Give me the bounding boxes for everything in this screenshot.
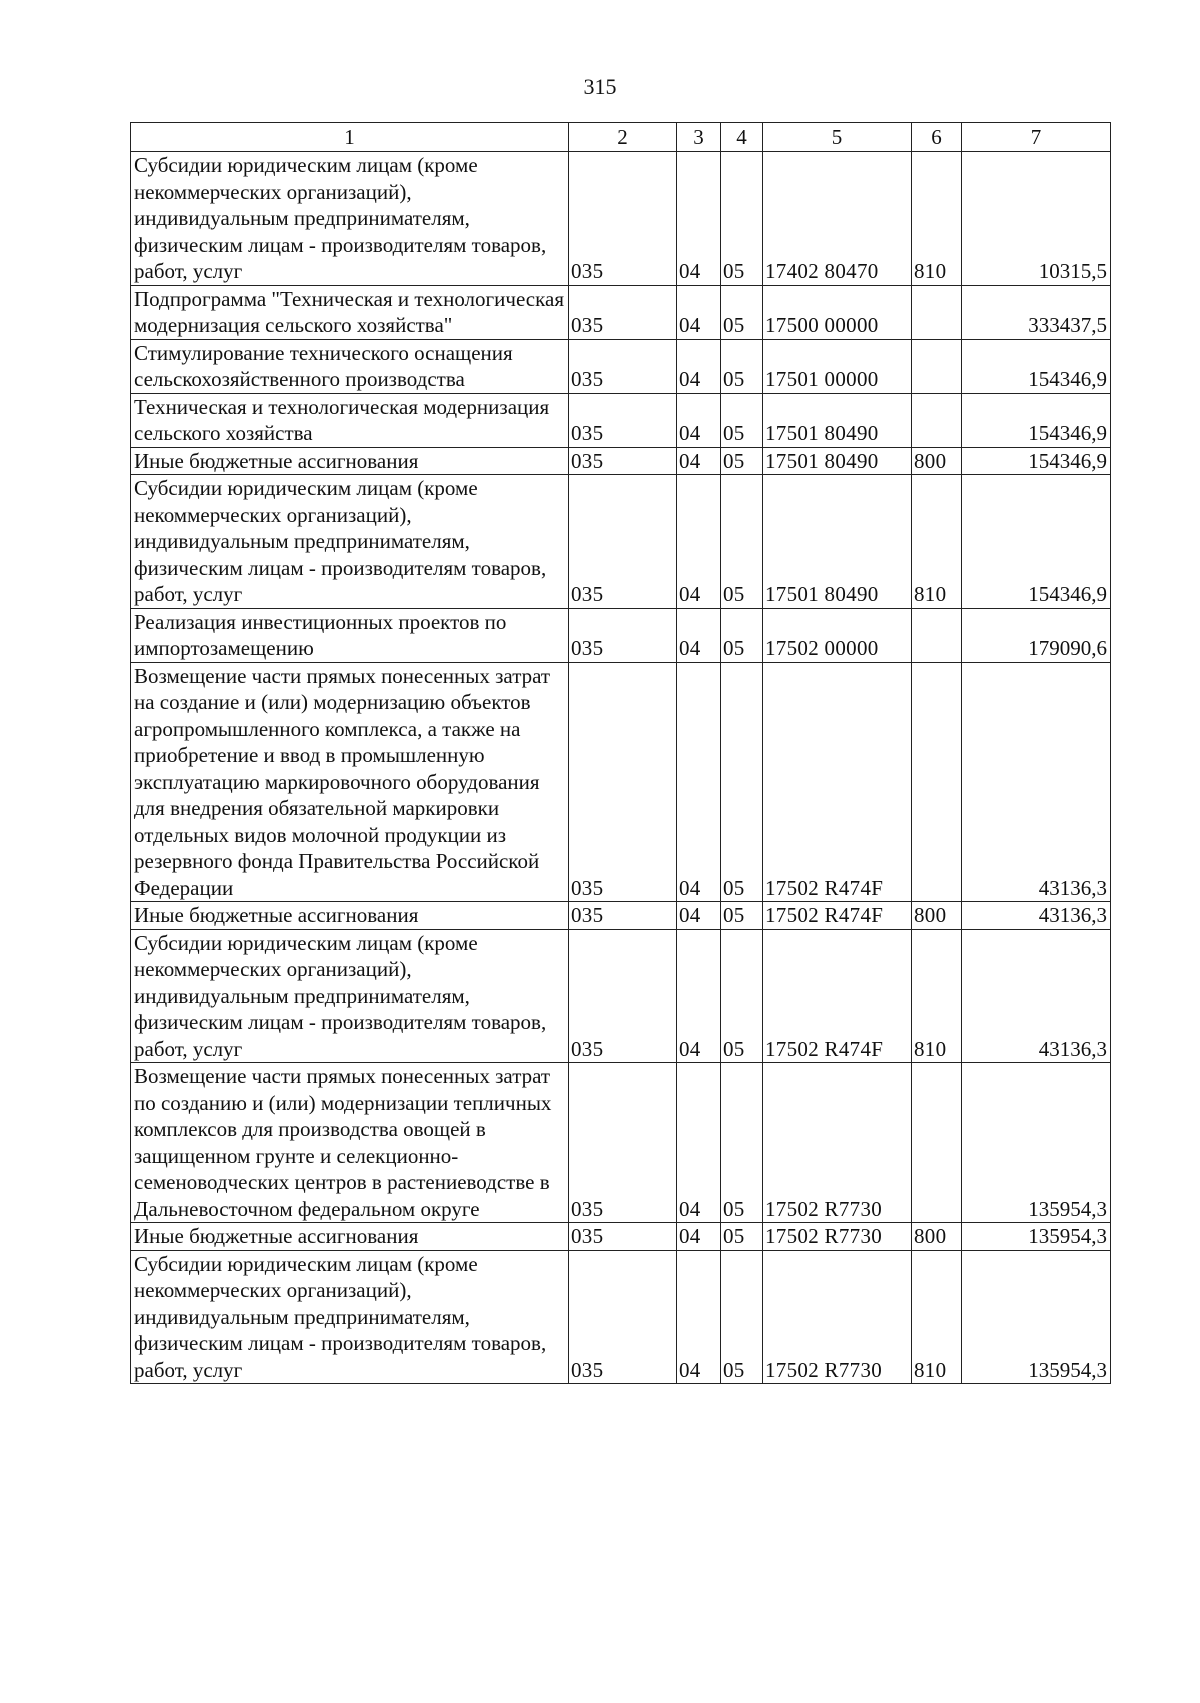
row-section-cell: 04	[677, 475, 721, 609]
row-expense-type-cell	[912, 393, 962, 447]
row-name-cell: Субсидии юридическим лицам (кроме некоммерческих организаций), индивидуальным предпринимателям, физическим лицам - производителям товаров, работ, услуг	[131, 152, 569, 286]
row-name-cell: Возмещение части прямых понесенных затрат на создание и (или) модернизацию объектов агропромышленного комплекса, а также на приобретение и ввод в промышленную эксплуатацию маркировочного оборудования для внедрения обязательной маркировки отдельных видов молочной продукции из резервного фонда Правительства Российской Федерации	[131, 662, 569, 902]
table-row	[131, 393, 1111, 447]
table-row	[131, 285, 1111, 339]
row-expense-type-cell: 810	[912, 1250, 962, 1384]
row-expense-type-cell: 810	[912, 152, 962, 286]
row-amount-cell: 135954,3	[962, 1063, 1111, 1223]
row-subsection-cell: 05	[721, 1250, 763, 1384]
table-row	[131, 1223, 1111, 1251]
table-row	[131, 447, 1111, 475]
row-amount-cell: 154346,9	[962, 339, 1111, 393]
row-amount-cell: 154346,9	[962, 447, 1111, 475]
header-cell: 3	[677, 123, 721, 152]
row-amount-cell: 179090,6	[962, 608, 1111, 662]
row-target-article-cell: 17502 R7730	[763, 1250, 912, 1384]
row-amount-cell: 43136,3	[962, 662, 1111, 902]
row-name-cell: Субсидии юридическим лицам (кроме некоммерческих организаций), индивидуальным предпринимателям, физическим лицам - производителям товаров, работ, услуг	[131, 1250, 569, 1384]
table-row	[131, 929, 1111, 1063]
row-subsection-cell: 05	[721, 1063, 763, 1223]
row-section-cell: 04	[677, 1063, 721, 1223]
row-section-cell: 04	[677, 393, 721, 447]
row-subsection-cell: 05	[721, 1223, 763, 1251]
table-row	[131, 1063, 1111, 1223]
row-section-cell: 04	[677, 1223, 721, 1251]
header-cell: 5	[763, 123, 912, 152]
row-name-cell: Возмещение части прямых понесенных затрат по созданию и (или) модернизации тепличных комплексов для производства овощей в защищенном грунте и селекционно-семеноводческих центров в растениеводстве в Дальневосточном федеральном округе	[131, 1063, 569, 1223]
row-target-article-cell: 17501 80490	[763, 393, 912, 447]
row-name-cell: Иные бюджетные ассигнования	[131, 902, 569, 930]
row-amount-cell: 10315,5	[962, 152, 1111, 286]
row-name-cell: Стимулирование технического оснащения сельскохозяйственного производства	[131, 339, 569, 393]
table-row	[131, 339, 1111, 393]
row-target-article-cell: 17502 R474F	[763, 902, 912, 930]
row-expense-type-cell	[912, 608, 962, 662]
row-target-article-cell: 17501 80490	[763, 475, 912, 609]
row-name-cell: Подпрограмма "Техническая и технологическая модернизация сельского хозяйства"	[131, 285, 569, 339]
row-admin-code-cell: 035	[569, 475, 677, 609]
table-row	[131, 1250, 1111, 1384]
row-expense-type-cell	[912, 662, 962, 902]
row-subsection-cell: 05	[721, 393, 763, 447]
table-header-row	[131, 123, 1111, 152]
row-admin-code-cell: 035	[569, 285, 677, 339]
row-admin-code-cell: 035	[569, 152, 677, 286]
row-admin-code-cell: 035	[569, 393, 677, 447]
row-section-cell: 04	[677, 929, 721, 1063]
table-row	[131, 662, 1111, 902]
row-target-article-cell: 17502 R474F	[763, 929, 912, 1063]
row-amount-cell: 43136,3	[962, 902, 1111, 930]
row-subsection-cell: 05	[721, 608, 763, 662]
row-expense-type-cell: 810	[912, 475, 962, 609]
row-admin-code-cell: 035	[569, 339, 677, 393]
row-admin-code-cell: 035	[569, 1250, 677, 1384]
row-section-cell: 04	[677, 1250, 721, 1384]
row-target-article-cell: 17500 00000	[763, 285, 912, 339]
row-admin-code-cell: 035	[569, 447, 677, 475]
row-target-article-cell: 17502 R7730	[763, 1063, 912, 1223]
row-subsection-cell: 05	[721, 339, 763, 393]
row-section-cell: 04	[677, 285, 721, 339]
row-section-cell: 04	[677, 662, 721, 902]
row-expense-type-cell: 800	[912, 902, 962, 930]
header-cell: 7	[962, 123, 1111, 152]
row-subsection-cell: 05	[721, 929, 763, 1063]
row-subsection-cell: 05	[721, 285, 763, 339]
row-amount-cell: 154346,9	[962, 393, 1111, 447]
row-expense-type-cell: 810	[912, 929, 962, 1063]
row-target-article-cell: 17502 R7730	[763, 1223, 912, 1251]
page-number: 315	[583, 74, 617, 99]
row-expense-type-cell: 800	[912, 447, 962, 475]
row-amount-cell: 135954,3	[962, 1223, 1111, 1251]
row-subsection-cell: 05	[721, 152, 763, 286]
table-row	[131, 152, 1111, 286]
header-cell: 6	[912, 123, 962, 152]
header-cell: 2	[569, 123, 677, 152]
table-row	[131, 475, 1111, 609]
row-target-article-cell: 17501 00000	[763, 339, 912, 393]
budget-table-body	[131, 123, 1111, 1384]
row-section-cell: 04	[677, 608, 721, 662]
row-name-cell: Иные бюджетные ассигнования	[131, 1223, 569, 1251]
header-cell: 4	[721, 123, 763, 152]
row-name-cell: Реализация инвестиционных проектов по импортозамещению	[131, 608, 569, 662]
row-subsection-cell: 05	[721, 475, 763, 609]
row-admin-code-cell: 035	[569, 1063, 677, 1223]
row-subsection-cell: 05	[721, 662, 763, 902]
row-admin-code-cell: 035	[569, 929, 677, 1063]
header-cell: 1	[131, 123, 569, 152]
table-row	[131, 902, 1111, 930]
row-admin-code-cell: 035	[569, 662, 677, 902]
row-target-article-cell: 17501 80490	[763, 447, 912, 475]
row-amount-cell: 154346,9	[962, 475, 1111, 609]
row-section-cell: 04	[677, 447, 721, 475]
row-section-cell: 04	[677, 152, 721, 286]
row-target-article-cell: 17402 80470	[763, 152, 912, 286]
row-name-cell: Техническая и технологическая модернизация сельского хозяйства	[131, 393, 569, 447]
row-target-article-cell: 17502 00000	[763, 608, 912, 662]
row-expense-type-cell: 800	[912, 1223, 962, 1251]
row-admin-code-cell: 035	[569, 902, 677, 930]
row-name-cell: Субсидии юридическим лицам (кроме некоммерческих организаций), индивидуальным предпринимателям, физическим лицам - производителям товаров, работ, услуг	[131, 475, 569, 609]
row-amount-cell: 135954,3	[962, 1250, 1111, 1384]
row-admin-code-cell: 035	[569, 1223, 677, 1251]
row-name-cell: Субсидии юридическим лицам (кроме некоммерческих организаций), индивидуальным предпринимателям, физическим лицам - производителям товаров, работ, услуг	[131, 929, 569, 1063]
budget-table	[130, 122, 1111, 1384]
row-expense-type-cell	[912, 339, 962, 393]
row-subsection-cell: 05	[721, 902, 763, 930]
row-section-cell: 04	[677, 902, 721, 930]
row-expense-type-cell	[912, 285, 962, 339]
row-amount-cell: 43136,3	[962, 929, 1111, 1063]
row-subsection-cell: 05	[721, 447, 763, 475]
row-name-cell: Иные бюджетные ассигнования	[131, 447, 569, 475]
row-amount-cell: 333437,5	[962, 285, 1111, 339]
row-expense-type-cell	[912, 1063, 962, 1223]
row-target-article-cell: 17502 R474F	[763, 662, 912, 902]
table-row	[131, 608, 1111, 662]
row-admin-code-cell: 035	[569, 608, 677, 662]
row-section-cell: 04	[677, 339, 721, 393]
